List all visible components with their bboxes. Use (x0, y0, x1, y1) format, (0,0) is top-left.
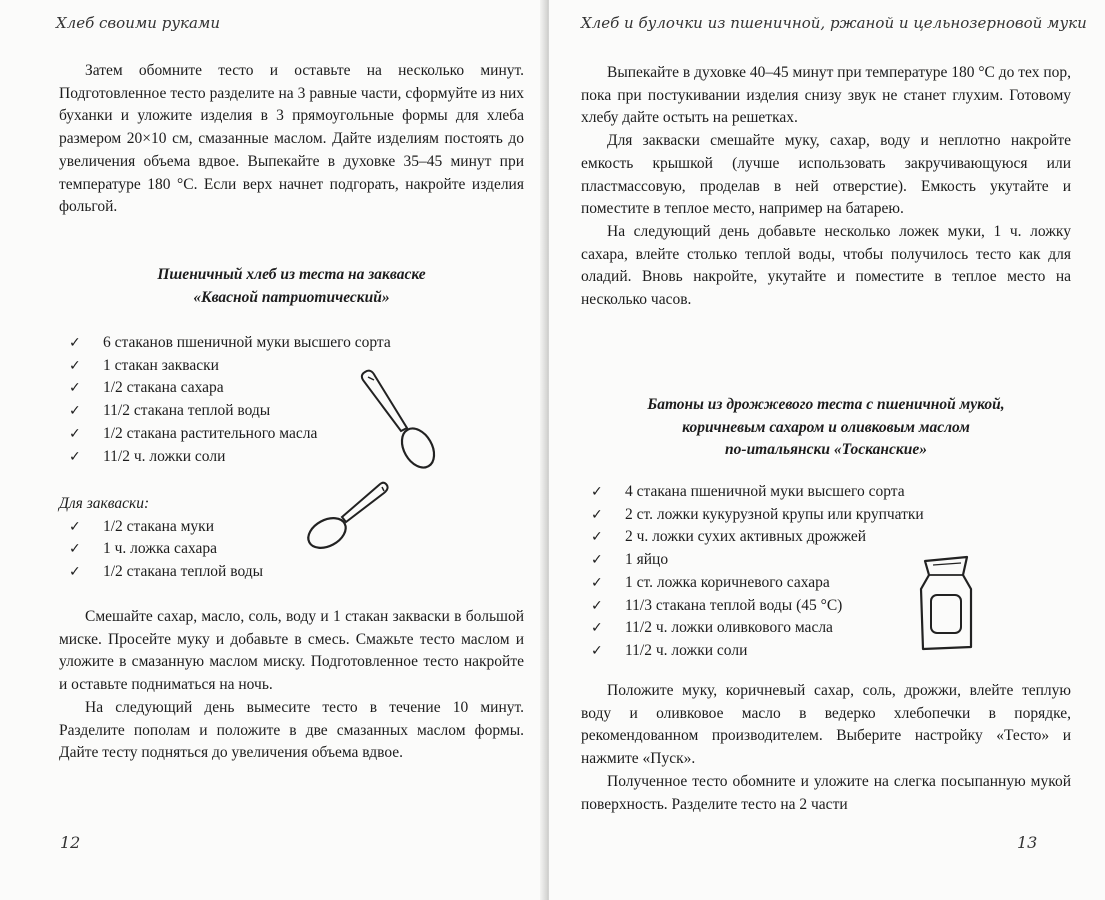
method-paragraph: Положите муку, коричневый сахар, соль, дрожжи, влейте теплую воду и оливковое масло в ведерко хлебопечки в порядке, рекомендованном производителем. Выберите настройку «Тесто» и нажмите «Пуск». (581, 682, 1071, 768)
list-item (59, 423, 524, 446)
recipe-title-line: коричневым сахаром и оливковым маслом (682, 418, 970, 436)
method-paragraph: Смешайте сахар, масло, соль, воду и 1 стакан закваски в большой миске. Просейте муку и добавьте в смесь. Смажьте тесто маслом и уложите в смазанную маслом миску. Подготовленное тесто накройте и оставьте подниматься на ночь. (59, 608, 524, 694)
ingredient-text: 11/2 стакана теплой воды (103, 402, 271, 420)
starter-block (59, 493, 524, 584)
ingredient-text: 1/2 стакана растительного масла (103, 424, 318, 442)
ingredient-text: 4 стакана пшеничной муки высшего сорта (625, 483, 905, 500)
list-item (59, 400, 524, 423)
method-paragraph: Для закваски смешайте муку, сахар, воду и неплотно накройте емкость крышкой (лучше использовать закручивающуюся или пластмассовую, проделав в ней отверстие). Емкость укутайте и поместите в теплое место, например на батарею. (581, 132, 1071, 218)
flour-bag-icon (915, 553, 977, 653)
method-block (581, 62, 1071, 312)
check-icon: ✓ (591, 642, 603, 659)
intro-paragraph: Затем обомните тесто и оставьте на несколько минут. Подготовленное тесто разделите на 3 равные части, сформуйте из них буханки и уложите изделия в 3 прямоугольные формы для хлеба размером 20×10 см, смазанные маслом. Дайте изделиям постоять до увеличения объема вдвое. Выпекайте в духовке 35–45 минут при температуре 180 °С. Если верх начнет подгорать, накройте изделия фольгой. (59, 62, 524, 216)
recipe-title-line: по-итальянски «Тосканские» (725, 441, 927, 459)
check-icon: ✓ (69, 564, 81, 581)
check-icon: ✓ (69, 425, 81, 442)
list-item (59, 446, 524, 469)
running-head: Хлеб и булочки из пшеничной, ржаной и цельнозерновой муки (581, 14, 1087, 32)
check-icon: ✓ (69, 448, 81, 465)
recipe-title-line: Пшеничный хлеб из теста на закваске (157, 266, 426, 283)
ingredient-text: 1/2 стакана сахара (103, 379, 224, 397)
running-head: Хлеб своими руками (56, 14, 221, 32)
recipe-title (59, 264, 524, 309)
ingredient-text: 1/2 стакана теплой воды (103, 563, 264, 581)
ingredient-list-block (59, 332, 524, 468)
list-item (581, 572, 1071, 595)
list-item (59, 355, 524, 378)
method-paragraph: Выпекайте в духовке 40–45 минут при температуре 180 °С до тех пор, пока при постукивании изделия снизу звук не станет глухим. Готовому хлебу дайте остыть на решетках. (581, 64, 1072, 127)
list-item (59, 516, 524, 539)
method-paragraph: На следующий день вымесите тесто в течение 10 минут. Разделите пополам и положите в две смазанных маслом формы. Дайте тесту подняться до увеличения объема вдвое. (59, 698, 524, 762)
check-icon: ✓ (591, 620, 603, 637)
list-item (581, 549, 1071, 572)
list-item (59, 561, 524, 584)
list-item (581, 526, 1071, 549)
check-icon: ✓ (69, 403, 81, 420)
right-page (549, 0, 1105, 900)
list-item (59, 538, 524, 561)
left-page (0, 0, 545, 900)
list-item (581, 640, 1071, 663)
ingredient-text: 1 стакан закваски (103, 356, 219, 374)
method-paragraph: На следующий день добавьте несколько ложек муки, 1 ч. ложку сахара, влейте столько теплой воды, чтобы получилось тесто как для оладий. Вновь накройте, укутайте и поместите в теплое место на несколько часов. (581, 222, 1071, 309)
spoon-icon (302, 478, 392, 553)
check-icon: ✓ (591, 484, 603, 500)
list-item (59, 332, 524, 355)
check-icon: ✓ (591, 529, 603, 546)
check-icon: ✓ (69, 518, 81, 535)
ingredient-list-block (581, 481, 1071, 663)
starter-ingredient-list (59, 516, 524, 584)
page-number: 12 (60, 833, 81, 852)
ingredient-text: 1 ч. ложка сахара (103, 540, 218, 558)
starter-label: Для закваски: (59, 495, 150, 512)
ingredient-text: 1/2 стакана муки (103, 517, 215, 535)
spoon-icon (355, 368, 445, 473)
list-item (581, 504, 1071, 527)
recipe-title-line: Батоны из дрожжевого теста с пшеничной мукой, (647, 396, 1005, 413)
recipe-title-line: «Квасной патриотический» (193, 288, 390, 306)
list-item (581, 617, 1071, 640)
list-item (59, 377, 524, 400)
method-block (59, 606, 524, 765)
page-number: 13 (1017, 833, 1038, 852)
check-icon: ✓ (591, 597, 603, 614)
ingredient-text: 2 ч. ложки сухих активных дрожжей (625, 528, 867, 546)
ingredient-text: 6 стаканов пшеничной муки высшего сорта (103, 334, 391, 351)
check-icon: ✓ (69, 541, 81, 558)
ingredient-text: 11/2 ч. ложки соли (103, 447, 226, 465)
ingredient-text: 11/3 стакана теплой воды (45 °С) (625, 596, 843, 614)
method-block (581, 680, 1071, 816)
ingredient-text: 2 ст. ложки кукурузной крупы или крупчатки (625, 505, 924, 523)
ingredient-list (59, 332, 524, 468)
ingredient-list (581, 481, 1071, 663)
check-icon: ✓ (591, 574, 603, 591)
method-paragraph: Полученное тесто обомните и уложите на слегка посыпанную мукой поверхность. Разделите тесто на 2 части (581, 772, 1071, 813)
ingredient-text: 1 яйцо (625, 551, 669, 569)
recipe-title (581, 394, 1071, 462)
check-icon: ✓ (69, 357, 81, 374)
check-icon: ✓ (591, 506, 603, 523)
check-icon: ✓ (591, 552, 603, 569)
ingredient-text: 11/2 ч. ложки оливкового масла (625, 619, 833, 637)
ingredient-text: 11/2 ч. ложки соли (625, 641, 748, 659)
check-icon: ✓ (69, 335, 81, 351)
ingredient-text: 1 ст. ложка коричневого сахара (625, 573, 830, 591)
list-item (581, 481, 1071, 504)
check-icon: ✓ (69, 380, 81, 397)
intro-block (59, 60, 524, 219)
list-item (581, 595, 1071, 618)
